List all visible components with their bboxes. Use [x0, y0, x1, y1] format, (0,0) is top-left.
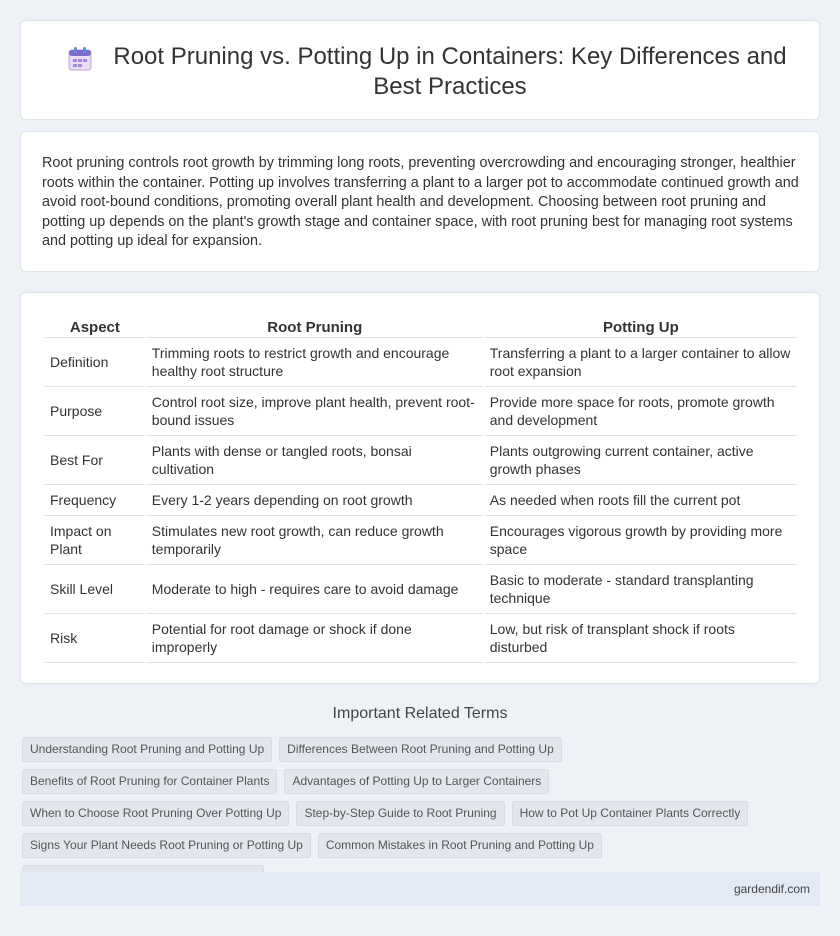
header-root-pruning: Root Pruning	[147, 313, 483, 338]
related-term-link[interactable]: Step-by-Step Guide to Root Pruning	[296, 801, 504, 826]
related-term-link[interactable]: How to Pot Up Container Plants Correctly	[512, 801, 749, 826]
cell-root-pruning: Every 1-2 years depending on root growth	[147, 485, 483, 516]
cell-potting-up: As needed when roots fill the current pot	[485, 485, 797, 516]
header-card	[20, 20, 820, 120]
table-header-row	[45, 313, 797, 338]
cell-potting-up: Basic to moderate - standard transplanting technique	[485, 565, 797, 614]
related-term-link[interactable]: Differences Between Root Pruning and Potting Up	[279, 737, 562, 762]
intro-paragraph: Root pruning controls root growth by trimming long roots, preventing overcrowding and encouraging stronger, healthier roots within the container. Potting up involves transferring a plant to a larger pot to accommodate continued growth and avoid root-bound conditions, promoting overall plant health and development. Choosing between root pruning and potting up depends on the plant's growth stage and container space, with root pruning best for managing root systems and potting up ideal for expansion.	[42, 155, 799, 249]
cell-root-pruning: Stimulates new root growth, can reduce growth temporarily	[147, 516, 483, 565]
cell-aspect: Definition	[45, 338, 145, 387]
cell-potting-up: Encourages vigorous growth by providing more space	[485, 516, 797, 565]
table-row	[45, 614, 797, 663]
related-term-link[interactable]: Common Mistakes in Root Pruning and Potting Up	[318, 833, 602, 858]
cell-root-pruning: Moderate to high - requires care to avoid damage	[147, 565, 483, 614]
footer-site-name[interactable]: gardendif.com	[733, 882, 810, 896]
cell-potting-up: Provide more space for roots, promote growth and development	[485, 387, 797, 436]
cell-root-pruning: Plants with dense or tangled roots, bonsai cultivation	[147, 436, 483, 485]
comparison-table-card	[20, 292, 820, 684]
table-row	[45, 516, 797, 565]
related-terms-title: Important Related Terms	[332, 705, 508, 722]
table-row	[45, 565, 797, 614]
table-row	[45, 387, 797, 436]
cell-potting-up: Transferring a plant to a larger container to allow root expansion	[485, 338, 797, 387]
page-title: Root Pruning vs. Potting Up in Containers: Key Differences and Best Practices	[113, 43, 787, 100]
related-term-link[interactable]: When to Choose Root Pruning Over Potting Up	[22, 801, 289, 826]
comparison-table	[43, 313, 799, 663]
cell-aspect: Skill Level	[45, 565, 145, 614]
header-potting-up: Potting Up	[485, 313, 797, 338]
cell-aspect: Risk	[45, 614, 145, 663]
cell-aspect: Impact on Plant	[45, 516, 145, 565]
cell-root-pruning: Trimming roots to restrict growth and encourage healthy root structure	[147, 338, 483, 387]
related-term-link[interactable]: Advantages of Potting Up to Larger Containers	[284, 769, 549, 794]
related-term-link[interactable]: Benefits of Root Pruning for Container Plants	[22, 769, 277, 794]
cell-aspect: Purpose	[45, 387, 145, 436]
cell-aspect: Best For	[45, 436, 145, 485]
intro-card	[20, 131, 820, 272]
cell-potting-up: Plants outgrowing current container, active growth phases	[485, 436, 797, 485]
header-aspect: Aspect	[45, 313, 145, 338]
cell-root-pruning: Potential for root damage or shock if done improperly	[147, 614, 483, 663]
cell-root-pruning: Control root size, improve plant health, prevent root-bound issues	[147, 387, 483, 436]
calendar-icon	[67, 46, 93, 72]
related-term-link[interactable]: Understanding Root Pruning and Potting Up	[22, 737, 272, 762]
cell-potting-up: Low, but risk of transplant shock if roots disturbed	[485, 614, 797, 663]
related-term-link[interactable]: Signs Your Plant Needs Root Pruning or Potting Up	[22, 833, 311, 858]
table-row	[45, 485, 797, 516]
footer	[20, 872, 820, 906]
cell-aspect: Frequency	[45, 485, 145, 516]
table-row	[45, 436, 797, 485]
table-row	[45, 338, 797, 387]
